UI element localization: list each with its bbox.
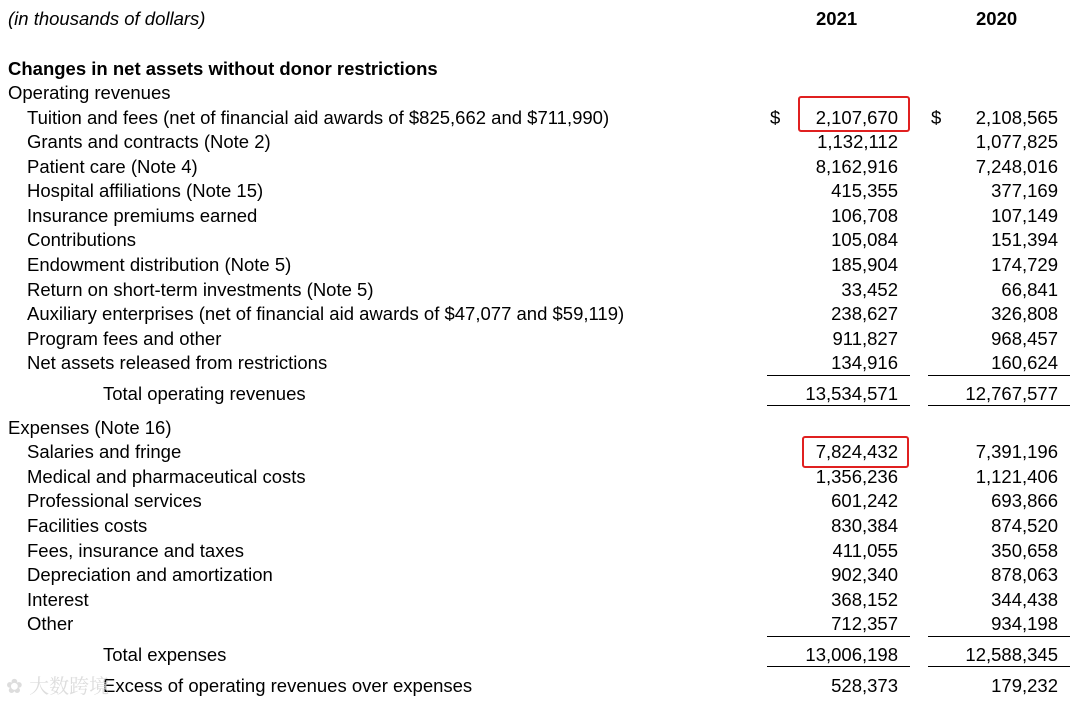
value-2021: 830,384 — [831, 515, 898, 536]
total-rule-2021 — [767, 405, 910, 406]
row-label: Return on short-term investments (Note 5) — [27, 279, 374, 300]
value-2020: 878,063 — [991, 564, 1058, 585]
value-2021: 415,355 — [831, 180, 898, 201]
row-label: Net assets released from restrictions — [27, 352, 328, 373]
row-label: Interest — [27, 589, 89, 610]
value-2020: 151,394 — [991, 229, 1058, 250]
highlight-box-tuition-2021 — [798, 96, 910, 132]
row-label: Tuition and fees (net of financial aid awards of $825,662 and $711,990) — [27, 107, 610, 128]
column-header-2020: 2020 — [976, 8, 1018, 29]
subtotal-rule-2021 — [767, 375, 910, 376]
value-2020: 1,077,825 — [975, 131, 1058, 152]
excess-value-2020: 179,232 — [991, 675, 1058, 696]
value-2020: 344,438 — [991, 589, 1058, 610]
row-label: Fees, insurance and taxes — [27, 540, 244, 561]
watermark — [6, 676, 109, 696]
value-2020: 66,841 — [1001, 279, 1058, 300]
value-2020: 7,391,196 — [975, 441, 1058, 462]
subtotal-rule-2020 — [928, 375, 1070, 376]
value-2021: 712,357 — [831, 613, 898, 634]
subtotal-rule-2021 — [767, 636, 910, 637]
value-2020: 377,169 — [991, 180, 1058, 201]
total-rule-2020 — [928, 405, 1070, 406]
watermark-logo-icon: ✿ — [6, 674, 23, 698]
row-label: Hospital affiliations (Note 15) — [27, 180, 264, 201]
revenues-heading: Operating revenues — [8, 82, 171, 103]
column-header-2021: 2021 — [816, 8, 858, 29]
value-2021: 1,356,236 — [815, 466, 898, 487]
row-label: Professional services — [27, 490, 202, 511]
value-2020: 968,457 — [991, 328, 1058, 349]
value-2021: 185,904 — [831, 254, 898, 275]
units-note: (in thousands of dollars) — [8, 8, 206, 29]
value-2021: 7,824,432 — [815, 441, 898, 462]
value-2020: 107,149 — [991, 205, 1058, 226]
value-2020: 693,866 — [991, 490, 1058, 511]
total-value-2021: 13,006,198 — [805, 644, 898, 665]
row-label: Salaries and fringe — [27, 441, 182, 462]
subtotal-rule-2020 — [928, 636, 1070, 637]
value-2021: 368,152 — [831, 589, 898, 610]
value-2021: 8,162,916 — [815, 156, 898, 177]
row-label: Medical and pharmaceutical costs — [27, 466, 306, 487]
value-2020: 934,198 — [991, 613, 1058, 634]
value-2021: 1,132,112 — [817, 131, 898, 152]
row-label: Patient care (Note 4) — [27, 156, 198, 177]
value-2021: 238,627 — [831, 303, 898, 324]
row-label: Endowment distribution (Note 5) — [27, 254, 292, 275]
value-2020: 7,248,016 — [975, 156, 1058, 177]
value-2020: 2,108,565 — [975, 107, 1058, 128]
value-2021: 411,055 — [832, 540, 898, 561]
excess-label: Excess of operating revenues over expenses — [103, 675, 473, 696]
total-value-2020: 12,767,577 — [965, 383, 1058, 404]
value-2020: 160,624 — [991, 352, 1058, 373]
row-label: Grants and contracts (Note 2) — [27, 131, 271, 152]
excess-value-2021: 528,373 — [831, 675, 898, 696]
value-2021: 106,708 — [831, 205, 898, 226]
value-2021: 134,916 — [831, 352, 898, 373]
currency-symbol-2021: $ — [770, 107, 781, 128]
section-title: Changes in net assets without donor restrictions — [8, 58, 438, 79]
row-label: Facilities costs — [27, 515, 148, 536]
row-label: Insurance premiums earned — [27, 205, 258, 226]
row-label: Contributions — [27, 229, 137, 250]
total-value-2021: 13,534,571 — [805, 383, 898, 404]
value-2021: 33,452 — [841, 279, 898, 300]
value-2021: 911,827 — [832, 328, 898, 349]
value-2020: 874,520 — [991, 515, 1058, 536]
value-2020: 1,121,406 — [975, 466, 1058, 487]
watermark-text: 大数跨境 — [29, 674, 110, 698]
total-value-2020: 12,588,345 — [965, 644, 1058, 665]
value-2020: 326,808 — [991, 303, 1058, 324]
expenses-heading: Expenses (Note 16) — [8, 417, 172, 438]
value-2021: 601,242 — [831, 490, 898, 511]
total-rule-2020 — [928, 666, 1070, 667]
value-2021: 2,107,670 — [815, 107, 898, 128]
highlight-box-salaries-2021 — [802, 436, 909, 468]
value-2020: 174,729 — [991, 254, 1058, 275]
row-label: Depreciation and amortization — [27, 564, 273, 585]
total-label: Total operating revenues — [103, 383, 306, 404]
value-2021: 902,340 — [831, 564, 898, 585]
total-label: Total expenses — [103, 644, 227, 665]
value-2021: 105,084 — [831, 229, 898, 250]
row-label: Other — [27, 613, 74, 634]
value-2020: 350,658 — [991, 540, 1058, 561]
row-label: Program fees and other — [27, 328, 222, 349]
total-rule-2021 — [767, 666, 910, 667]
currency-symbol-2020: $ — [931, 107, 942, 128]
row-label: Auxiliary enterprises (net of financial aid awards of $47,077 and $59,119) — [27, 303, 625, 324]
